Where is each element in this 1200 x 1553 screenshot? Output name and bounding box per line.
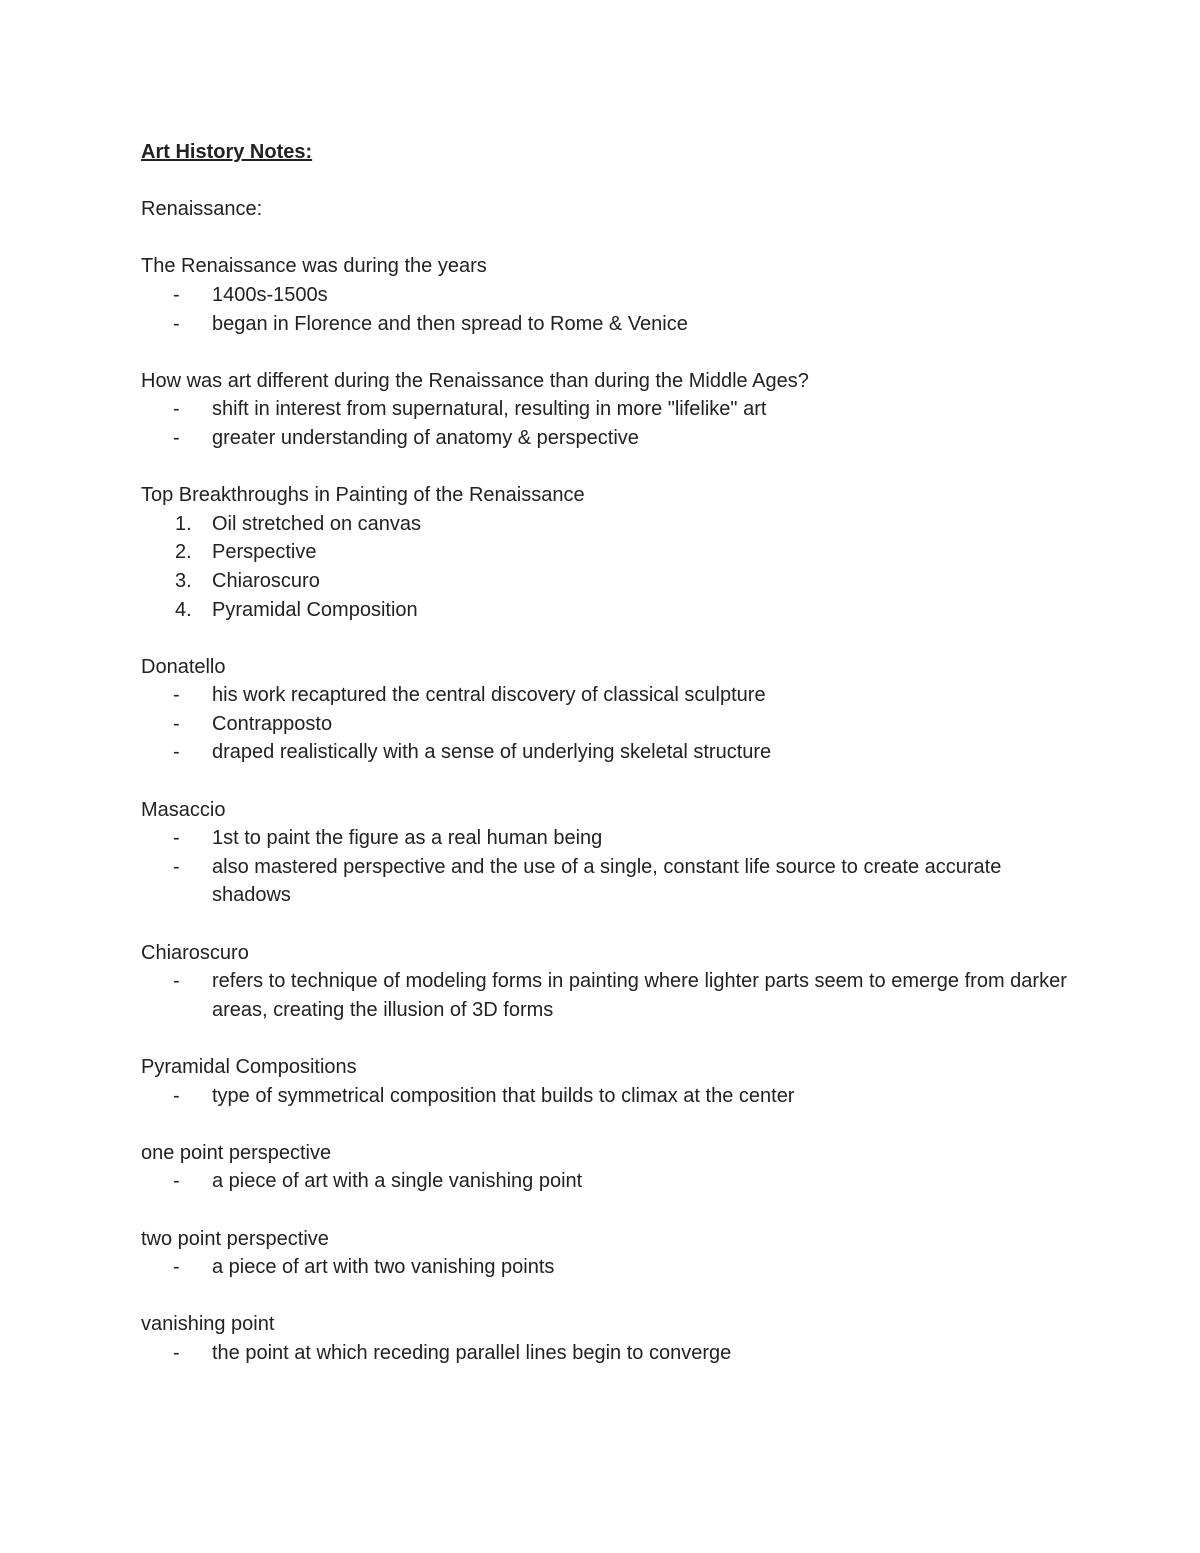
bullet-list	[141, 395, 1081, 452]
list-item-text: Contrapposto	[212, 712, 333, 735]
blank-line	[141, 338, 1081, 367]
bullet-list	[141, 1253, 1081, 1282]
bullet-list	[141, 967, 1081, 1024]
note-section	[141, 1053, 1081, 1139]
note-section	[141, 252, 1081, 366]
list-item-text: 1st to paint the figure as a real human being	[212, 827, 603, 850]
bullet-list	[141, 1339, 1081, 1368]
list-number: 4.	[175, 598, 192, 621]
list-bullet: -	[173, 283, 180, 306]
blank-line	[141, 624, 1081, 653]
list-item-text: a piece of art with a single vanishing point	[212, 1170, 583, 1193]
list-item-text: the point at which receding parallel lines begin to converge	[212, 1341, 732, 1364]
list-item-text: began in Florence and then spread to Rome & Venice	[212, 312, 688, 335]
list-bullet: -	[173, 1256, 180, 1279]
note-section	[141, 796, 1081, 939]
list-number: 1.	[175, 512, 192, 535]
list-item-text: greater understanding of anatomy & perspective	[212, 426, 639, 449]
list-bullet: -	[173, 1341, 180, 1364]
section-heading: two point perspective	[141, 1227, 329, 1250]
list-item	[141, 1167, 1081, 1196]
list-item-text: type of symmetrical composition that builds to climax at the center	[212, 1084, 795, 1107]
list-item	[141, 967, 1081, 1024]
blank-line	[141, 910, 1081, 939]
note-section	[141, 481, 1081, 653]
blank-line	[141, 767, 1081, 796]
list-item	[141, 1339, 1081, 1368]
notes-body	[141, 252, 1081, 1367]
list-item	[141, 1082, 1081, 1111]
list-item	[141, 710, 1081, 739]
list-bullet: -	[173, 426, 180, 449]
list-bullet: -	[173, 312, 180, 335]
section-heading: Chiaroscuro	[141, 941, 249, 964]
list-number: 3.	[175, 569, 192, 592]
section-heading: How was art different during the Renaissance than during the Middle Ages?	[141, 369, 809, 392]
list-item	[141, 596, 1081, 625]
intro-text: Renaissance:	[141, 198, 263, 221]
list-item-text: his work recaptured the central discovery of classical sculpture	[212, 684, 766, 707]
note-section	[141, 1225, 1081, 1311]
list-bullet: -	[173, 684, 180, 707]
list-bullet: -	[173, 1084, 180, 1107]
list-item	[141, 567, 1081, 596]
section-heading: Donatello	[141, 655, 226, 678]
section-heading: vanishing point	[141, 1313, 275, 1336]
list-bullet: -	[173, 741, 180, 764]
list-item-text: a piece of art with two vanishing points	[212, 1256, 555, 1279]
list-item	[141, 538, 1081, 567]
note-section	[141, 1310, 1081, 1367]
list-bullet: -	[173, 1170, 180, 1193]
section-heading: Pyramidal Compositions	[141, 1056, 357, 1078]
bullet-list	[141, 1167, 1081, 1196]
list-item-text: draped realistically with a sense of underlying skeletal structure	[212, 741, 772, 764]
list-bullet: -	[173, 855, 180, 878]
note-section	[141, 367, 1081, 481]
bullet-list	[141, 824, 1081, 910]
blank-line	[141, 1110, 1081, 1139]
section-heading: Top Breakthroughs in Painting of the Renaissance	[141, 484, 585, 507]
list-item-text: Oil stretched on canvas	[212, 512, 421, 535]
blank-line	[141, 167, 1081, 196]
list-item	[141, 281, 1081, 310]
bullet-list	[141, 681, 1081, 767]
list-item	[141, 681, 1081, 710]
list-item	[141, 395, 1081, 424]
bullet-list	[141, 1082, 1081, 1111]
list-item-text: 1400s-1500s	[212, 283, 328, 306]
list-bullet: -	[173, 712, 180, 735]
document-page	[141, 138, 1081, 1368]
blank-line	[141, 1024, 1081, 1053]
note-section	[141, 939, 1081, 1053]
list-item-text: Pyramidal Composition	[212, 598, 418, 621]
list-item	[141, 310, 1081, 339]
section-heading: one point perspective	[141, 1141, 332, 1164]
list-item	[141, 1253, 1081, 1282]
blank-line	[141, 453, 1081, 482]
list-item	[141, 424, 1081, 453]
blank-line	[141, 1282, 1081, 1311]
list-item	[141, 853, 1081, 910]
numbered-list	[141, 510, 1081, 624]
list-item-text: Perspective	[212, 541, 317, 564]
blank-line	[141, 1196, 1081, 1225]
blank-line	[141, 224, 1081, 253]
list-item	[141, 510, 1081, 539]
list-item-text: shift in interest from supernatural, resulting in more "lifelike" art	[212, 398, 767, 421]
list-number: 2.	[175, 541, 192, 564]
note-section	[141, 1139, 1081, 1225]
list-item-text: refers to technique of modeling forms in painting where lighter parts seem to emerge from darker areas, creating the illusion of 3D forms	[212, 970, 1067, 1021]
section-heading: Masaccio	[141, 798, 226, 821]
list-item	[141, 824, 1081, 853]
list-bullet: -	[173, 398, 180, 421]
list-item-text: also mastered perspective and the use of a single, constant life source to create accurate shadows	[212, 855, 1002, 907]
list-bullet: -	[173, 970, 180, 993]
bullet-list	[141, 281, 1081, 338]
section-heading: The Renaissance was during the years	[141, 255, 487, 278]
list-item-text: Chiaroscuro	[212, 569, 320, 592]
note-section	[141, 653, 1081, 796]
document-title: Art History Notes:	[141, 141, 313, 163]
list-bullet: -	[173, 827, 180, 850]
list-item	[141, 738, 1081, 767]
